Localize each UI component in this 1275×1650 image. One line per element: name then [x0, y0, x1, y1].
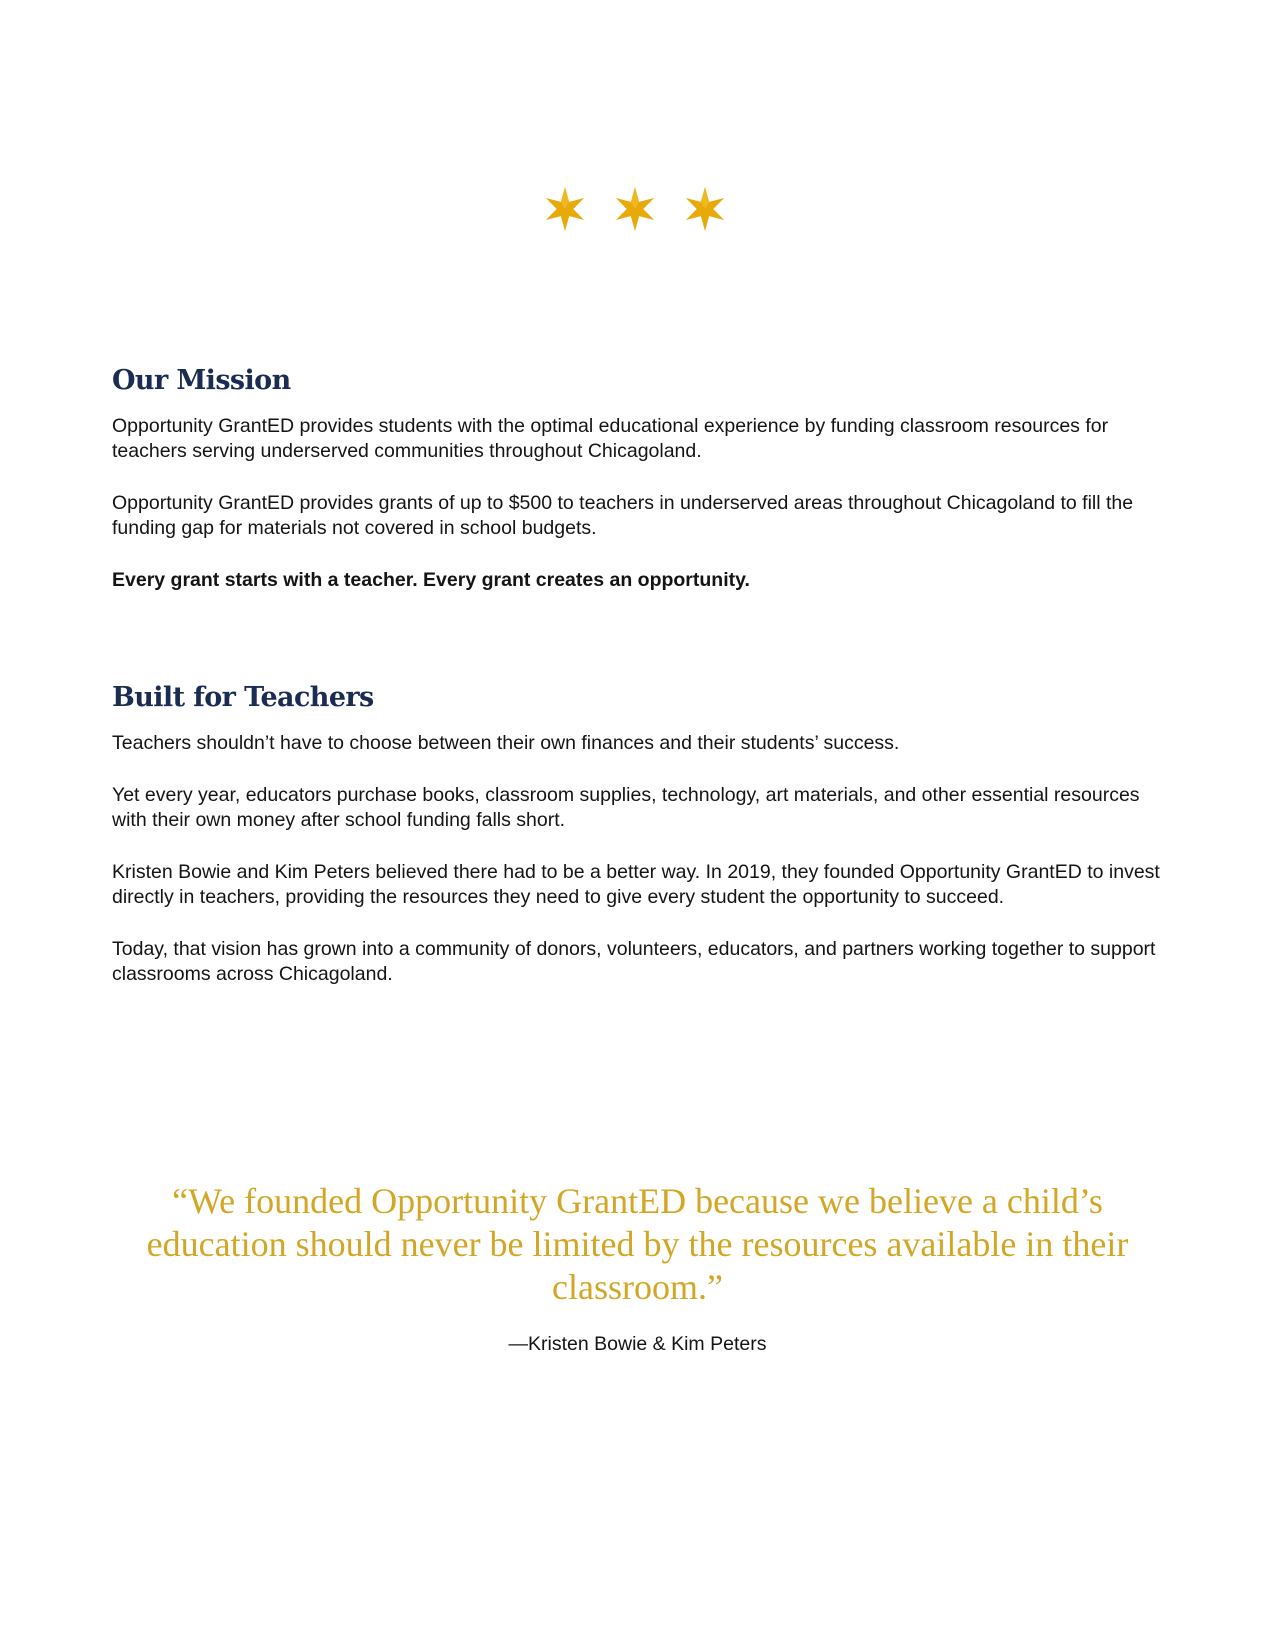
six-pointed-star-icon — [682, 186, 728, 232]
star-row — [0, 186, 1272, 232]
teachers-paragraph: Teachers shouldn’t have to choose between their own finances and their students’ success. — [112, 731, 900, 754]
teachers-section — [112, 683, 1172, 1014]
mission-paragraph: Opportunity GrantED provides grants of up to $500 to teachers in underserved areas throughout Chicagoland to fill the funding gap for materials not covered in school budgets. — [112, 491, 1134, 539]
mission-heading: Our Mission — [112, 365, 291, 396]
six-pointed-star-icon — [542, 186, 588, 232]
founders-quote — [0, 1180, 1275, 1356]
mission-section — [112, 366, 1172, 620]
mission-tagline: Every grant starts with a teacher. Every grant creates an opportunity. — [112, 568, 750, 591]
quote-attribution: —Kristen Bowie & Kim Peters — [508, 1333, 767, 1355]
teachers-paragraph: Today, that vision has grown into a community of donors, volunteers, educators, and partners working together to support classrooms across Chicagoland. — [112, 937, 1156, 985]
mission-paragraph: Opportunity GrantED provides students with the optimal educational experience by funding classroom resources for teachers serving underserved communities throughout Chicagoland. — [112, 414, 1109, 462]
six-pointed-star-icon — [612, 186, 658, 232]
quote-text: “We founded Opportunity GrantED because we believe a child’s education should never be limited by the resources available in their classroom.” — [146, 1181, 1129, 1307]
teachers-heading: Built for Teachers — [112, 682, 374, 713]
teachers-paragraph: Yet every year, educators purchase books, classroom supplies, technology, art materials, and other essential resources with their own money after school funding falls short. — [112, 783, 1140, 831]
teachers-paragraph: Kristen Bowie and Kim Peters believed there had to be a better way. In 2019, they founded Opportunity GrantED to invest directly in teachers, providing the resources they need to give every student the opportunity to succeed. — [112, 860, 1160, 908]
